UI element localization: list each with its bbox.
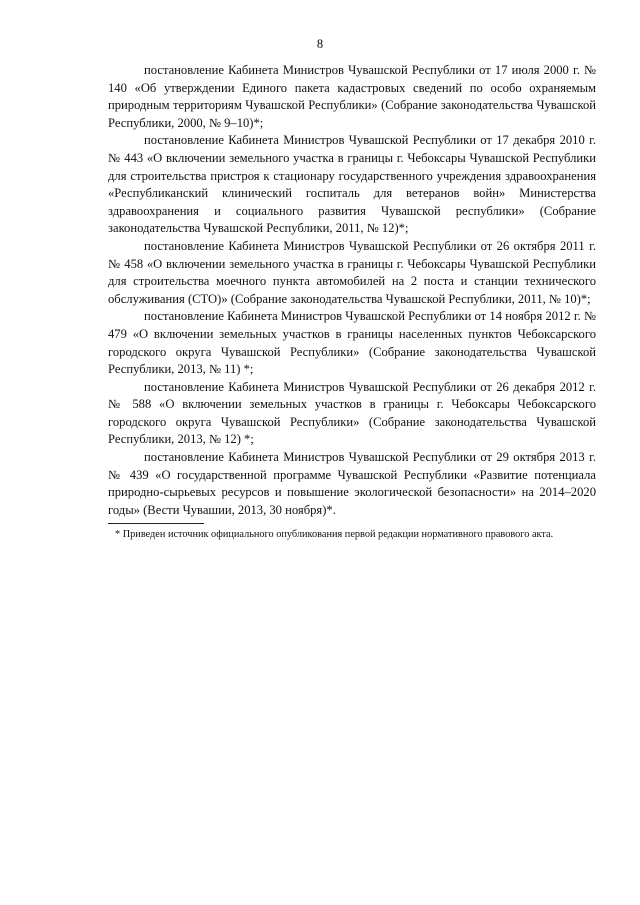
footnote: * Приведен источник официального опубликования первой редакции нормативного правового акта. — [115, 529, 554, 540]
list-item-resolution-458: постановление Кабинета Министров Чувашской Республики от 26 октября 2011 г. № 458 «О включении земельного участка в границы г. Чебоксары Чувашской Республики для строительства моечного пункта автомобилей на 2 поста и станции технического обслуживания (СТО)» (Собрание законодательства Чувашской Республики, 2011, № 10)*; — [108, 238, 596, 306]
list-item-resolution-439: постановление Кабинета Министров Чувашской Республики от 29 октября 2013 г. № 439 «О государственной программе Чувашской Республики «Развитие потенциала природно-сырьевых ресурсов и повышение экологической безопасности» на 2014–2020 годы» (Вести Чувашии, 2013, 30 ноября)*. — [108, 450, 596, 517]
list-item-resolution-588: постановление Кабинета Министров Чувашской Республики от 26 декабря 2012 г. № 588 «О включении земельных участков в границы г. Чебоксары Чебоксарского городского округа Чувашской Республики» (Собрание законодательства Чувашской Республики, 2013, № 12) *; — [108, 379, 596, 447]
footnote-divider — [108, 523, 204, 524]
document-body — [108, 62, 596, 519]
page-number: 8 — [316, 37, 324, 51]
list-item-resolution-140: постановление Кабинета Министров Чувашской Республики от 17 июля 2000 г. № 140 «Об утверждении Единого пакета кадастровых сведений по особо охраняемым природным территориям Чувашской Республики» (Собрание законодательства Чувашской Республики, 2000, № 9–10)*; — [108, 63, 596, 130]
list-item-resolution-443: постановление Кабинета Министров Чувашской Республики от 17 декабря 2010 г. № 443 «О включении земельного участка в границы г. Чебоксары Чувашской Республики для строительства пристроя к стационару государственного учреждения здравоохранения «Республиканский клинический госпиталь для ветеранов войн» Министерства здравоохранения и социального развития Чувашской республики» (Собрание законодательства Чувашской Республики, 2011, № 12)*; — [108, 133, 596, 236]
list-item-resolution-479: постановление Кабинета Министров Чувашской Республики от 14 ноября 2012 г. № 479 «О включении земельных участков в границы населенных пунктов Чебоксарского городского округа Чувашской Республики» (Собрание законодательства Чувашской Республики, 2013, № 11) *; — [108, 309, 596, 377]
